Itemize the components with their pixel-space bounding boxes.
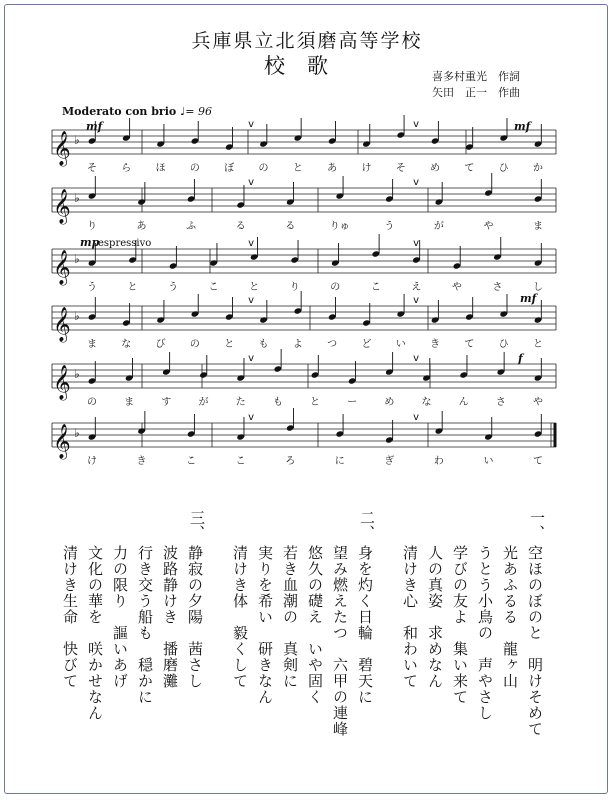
- lyric-syllable: け: [361, 163, 372, 174]
- lyric-syllable: ら: [121, 163, 132, 174]
- flat-key-icon: ♭: [74, 133, 80, 147]
- lyricist-credit: 喜多村重光 作詞: [432, 70, 520, 83]
- lyric-syllable: に: [334, 456, 345, 467]
- lyric-syllable: ひ: [498, 163, 509, 174]
- flat-key-icon: ♭: [74, 367, 80, 381]
- lyric-syllable: りゅ: [329, 221, 350, 232]
- lyric-syllable: て: [464, 163, 475, 174]
- breath-mark-icon: v: [248, 295, 255, 306]
- verse2-line2: 望み燃えたつ 六甲の連峰: [331, 545, 349, 737]
- treble-clef-icon: 𝄞: [53, 365, 71, 400]
- lyric-syllable: き: [136, 456, 147, 467]
- breath-mark-icon: v: [248, 353, 255, 364]
- breath-mark-icon: v: [413, 177, 420, 188]
- lyric-syllable: う: [384, 221, 395, 232]
- lyric-syllable: の: [330, 282, 341, 293]
- lyric-syllable: ほ: [155, 163, 166, 174]
- lyric-syllable: さ: [495, 397, 506, 408]
- lyric-syllable: そ: [87, 163, 97, 174]
- lyric-syllable: と: [224, 339, 235, 350]
- lyric-syllable: め: [384, 397, 395, 408]
- flat-key-icon: ♭: [74, 426, 80, 440]
- breath-mark-icon: v: [248, 177, 255, 188]
- flat-key-icon: ♭: [74, 252, 80, 266]
- lyric-syllable: よ: [292, 339, 303, 350]
- lyric-syllable: か: [533, 163, 543, 174]
- lyric-syllable: な: [121, 339, 132, 350]
- lyric-syllable: こ: [186, 456, 197, 467]
- lyric-syllable: そ: [395, 163, 406, 174]
- lyric-syllable: が: [433, 221, 444, 232]
- verse3-line4: 力の限り 謳いあげ: [111, 545, 129, 689]
- lyric-syllable: こ: [208, 282, 219, 293]
- lyric-syllable: の: [189, 163, 200, 174]
- breath-mark-icon: v: [413, 295, 420, 306]
- lyric-syllable: こ: [235, 456, 246, 467]
- lyric-syllable: り: [289, 282, 300, 293]
- lyric-syllable: や: [533, 397, 543, 408]
- verse3-line5: 文化の華を 咲かせなん: [86, 545, 104, 721]
- composer-credit: 矢田 正一 作曲: [432, 86, 520, 99]
- lyric-syllable: ま: [87, 339, 97, 350]
- expression-espressivo: espressivo: [98, 238, 152, 249]
- lyric-syllable: あ: [136, 221, 147, 232]
- lyric-syllable: や: [451, 282, 462, 293]
- lyric-syllable: の: [258, 163, 269, 174]
- flat-key-icon: ♭: [74, 191, 80, 205]
- breath-mark-icon: v: [413, 238, 420, 249]
- breath-mark-icon: v: [413, 412, 420, 423]
- lyric-syllable: つ: [327, 339, 338, 350]
- lyric-syllable: る: [235, 221, 246, 232]
- lyric-syllable: ろ: [285, 456, 296, 467]
- lyric-syllable: の: [189, 339, 200, 350]
- verse1-line4: 学びの友よ 集い来て: [451, 545, 469, 705]
- lyric-syllable: ん: [458, 397, 469, 408]
- breath-mark-icon: v: [413, 119, 420, 130]
- lyric-syllable: て: [464, 339, 475, 350]
- school-name: 兵庫県立北須磨高等学校: [191, 30, 423, 52]
- verse3-line6: 清けき生命 快びて: [61, 545, 79, 689]
- lyric-syllable: ぼ: [224, 163, 235, 174]
- verse2-line4: 若き血潮の 真剣に: [281, 545, 299, 689]
- lyric-syllable: び: [155, 339, 166, 350]
- lyric-syllable: る: [285, 221, 296, 232]
- lyric-syllable: も: [272, 397, 283, 408]
- lyric-syllable: や: [483, 221, 494, 232]
- verse-number-3: 三、: [188, 510, 206, 540]
- lyric-syllable: い: [483, 456, 494, 467]
- lyric-syllable: と: [127, 282, 138, 293]
- lyric-syllable: こ: [370, 282, 381, 293]
- lyric-syllable: な: [421, 397, 432, 408]
- verse-number-1: 一、: [528, 510, 546, 540]
- lyric-syllable: が: [198, 397, 209, 408]
- breath-mark-icon: v: [248, 119, 255, 130]
- lyric-syllable: と: [249, 282, 260, 293]
- treble-clef-icon: 𝄞: [53, 250, 71, 285]
- lyric-syllable: り: [87, 221, 97, 232]
- lyric-syllable: わ: [433, 456, 444, 467]
- dynamic-f: f: [518, 352, 523, 365]
- verse2-line1: 身を灼く日輪 碧天に: [356, 545, 374, 705]
- lyric-syllable: き: [430, 339, 441, 350]
- verse2-line6: 清けき体 毅くして: [231, 545, 249, 689]
- lyric-syllable: う: [87, 282, 97, 293]
- verse3-line3: 行き交う船も 穏かに: [136, 545, 154, 705]
- dynamic-mf-3: mf: [520, 292, 537, 305]
- treble-clef-icon: 𝄞: [53, 131, 71, 166]
- lyric-syllable: ふ: [186, 221, 197, 232]
- breath-mark-icon: v: [413, 353, 420, 364]
- lyric-syllable: と: [533, 339, 543, 350]
- treble-clef-icon: 𝄞: [53, 424, 71, 459]
- lyric-syllable: と: [310, 397, 320, 408]
- verse1-line6: 清けき心 和わいて: [401, 545, 419, 689]
- lyric-syllable: め: [430, 163, 441, 174]
- lyric-syllable: た: [235, 397, 246, 408]
- verse3-line2: 波路静けき 播磨灘: [161, 545, 179, 689]
- treble-clef-icon: 𝄞: [53, 189, 71, 224]
- verse-number-2: 二、: [358, 510, 376, 540]
- treble-clef-icon: 𝄞: [53, 307, 71, 342]
- lyric-syllable: て: [533, 456, 543, 467]
- lyric-syllable: あ: [327, 163, 338, 174]
- lyric-syllable: ま: [124, 397, 135, 408]
- verse1-line1: 空ほのぼのと 明けそめて: [526, 545, 544, 737]
- lyric-syllable: と: [292, 163, 303, 174]
- dynamic-mp: mp: [80, 236, 100, 249]
- tempo-text: Moderato con brio: [62, 105, 177, 118]
- lyric-syllable: の: [87, 397, 97, 408]
- quarter-note-icon: ♩: [180, 105, 186, 118]
- lyric-syllable: ひ: [498, 339, 509, 350]
- verse1-line3: うとう小鳥の 声やさし: [476, 545, 494, 721]
- song-title: 校歌: [264, 54, 350, 78]
- verse1-line5: 人の真姿 求めなん: [426, 545, 444, 689]
- dynamic-mf-1: mf: [86, 120, 103, 133]
- lyric-syllable: す: [161, 397, 172, 408]
- lyric-syllable: ま: [533, 221, 543, 232]
- verse2-line5: 実りを希い 研きなん: [256, 545, 274, 705]
- verse2-line3: 悠久の礎え いや固く: [306, 545, 324, 705]
- dynamic-mf-2: mf: [514, 120, 531, 133]
- lyric-syllable: い: [395, 339, 406, 350]
- lyric-syllable: し: [533, 282, 543, 293]
- breath-mark-icon: v: [248, 238, 255, 249]
- lyric-syllable: け: [87, 456, 97, 467]
- lyric-syllable: う: [168, 282, 179, 293]
- lyric-syllable: も: [258, 339, 269, 350]
- lyric-syllable: ぎ: [384, 456, 395, 467]
- verse3-line1: 静寂の夕陽 茜さし: [186, 545, 204, 689]
- tempo-bpm: = 96: [185, 105, 213, 118]
- verse1-line2: 光あふるる 龍ヶ山: [501, 545, 519, 689]
- breath-mark-icon: v: [248, 412, 255, 423]
- lyric-syllable: え: [411, 282, 422, 293]
- lyric-syllable: ー: [347, 397, 358, 408]
- lyric-syllable: さ: [492, 282, 503, 293]
- flat-key-icon: ♭: [74, 309, 80, 323]
- lyric-syllable: ど: [361, 339, 372, 350]
